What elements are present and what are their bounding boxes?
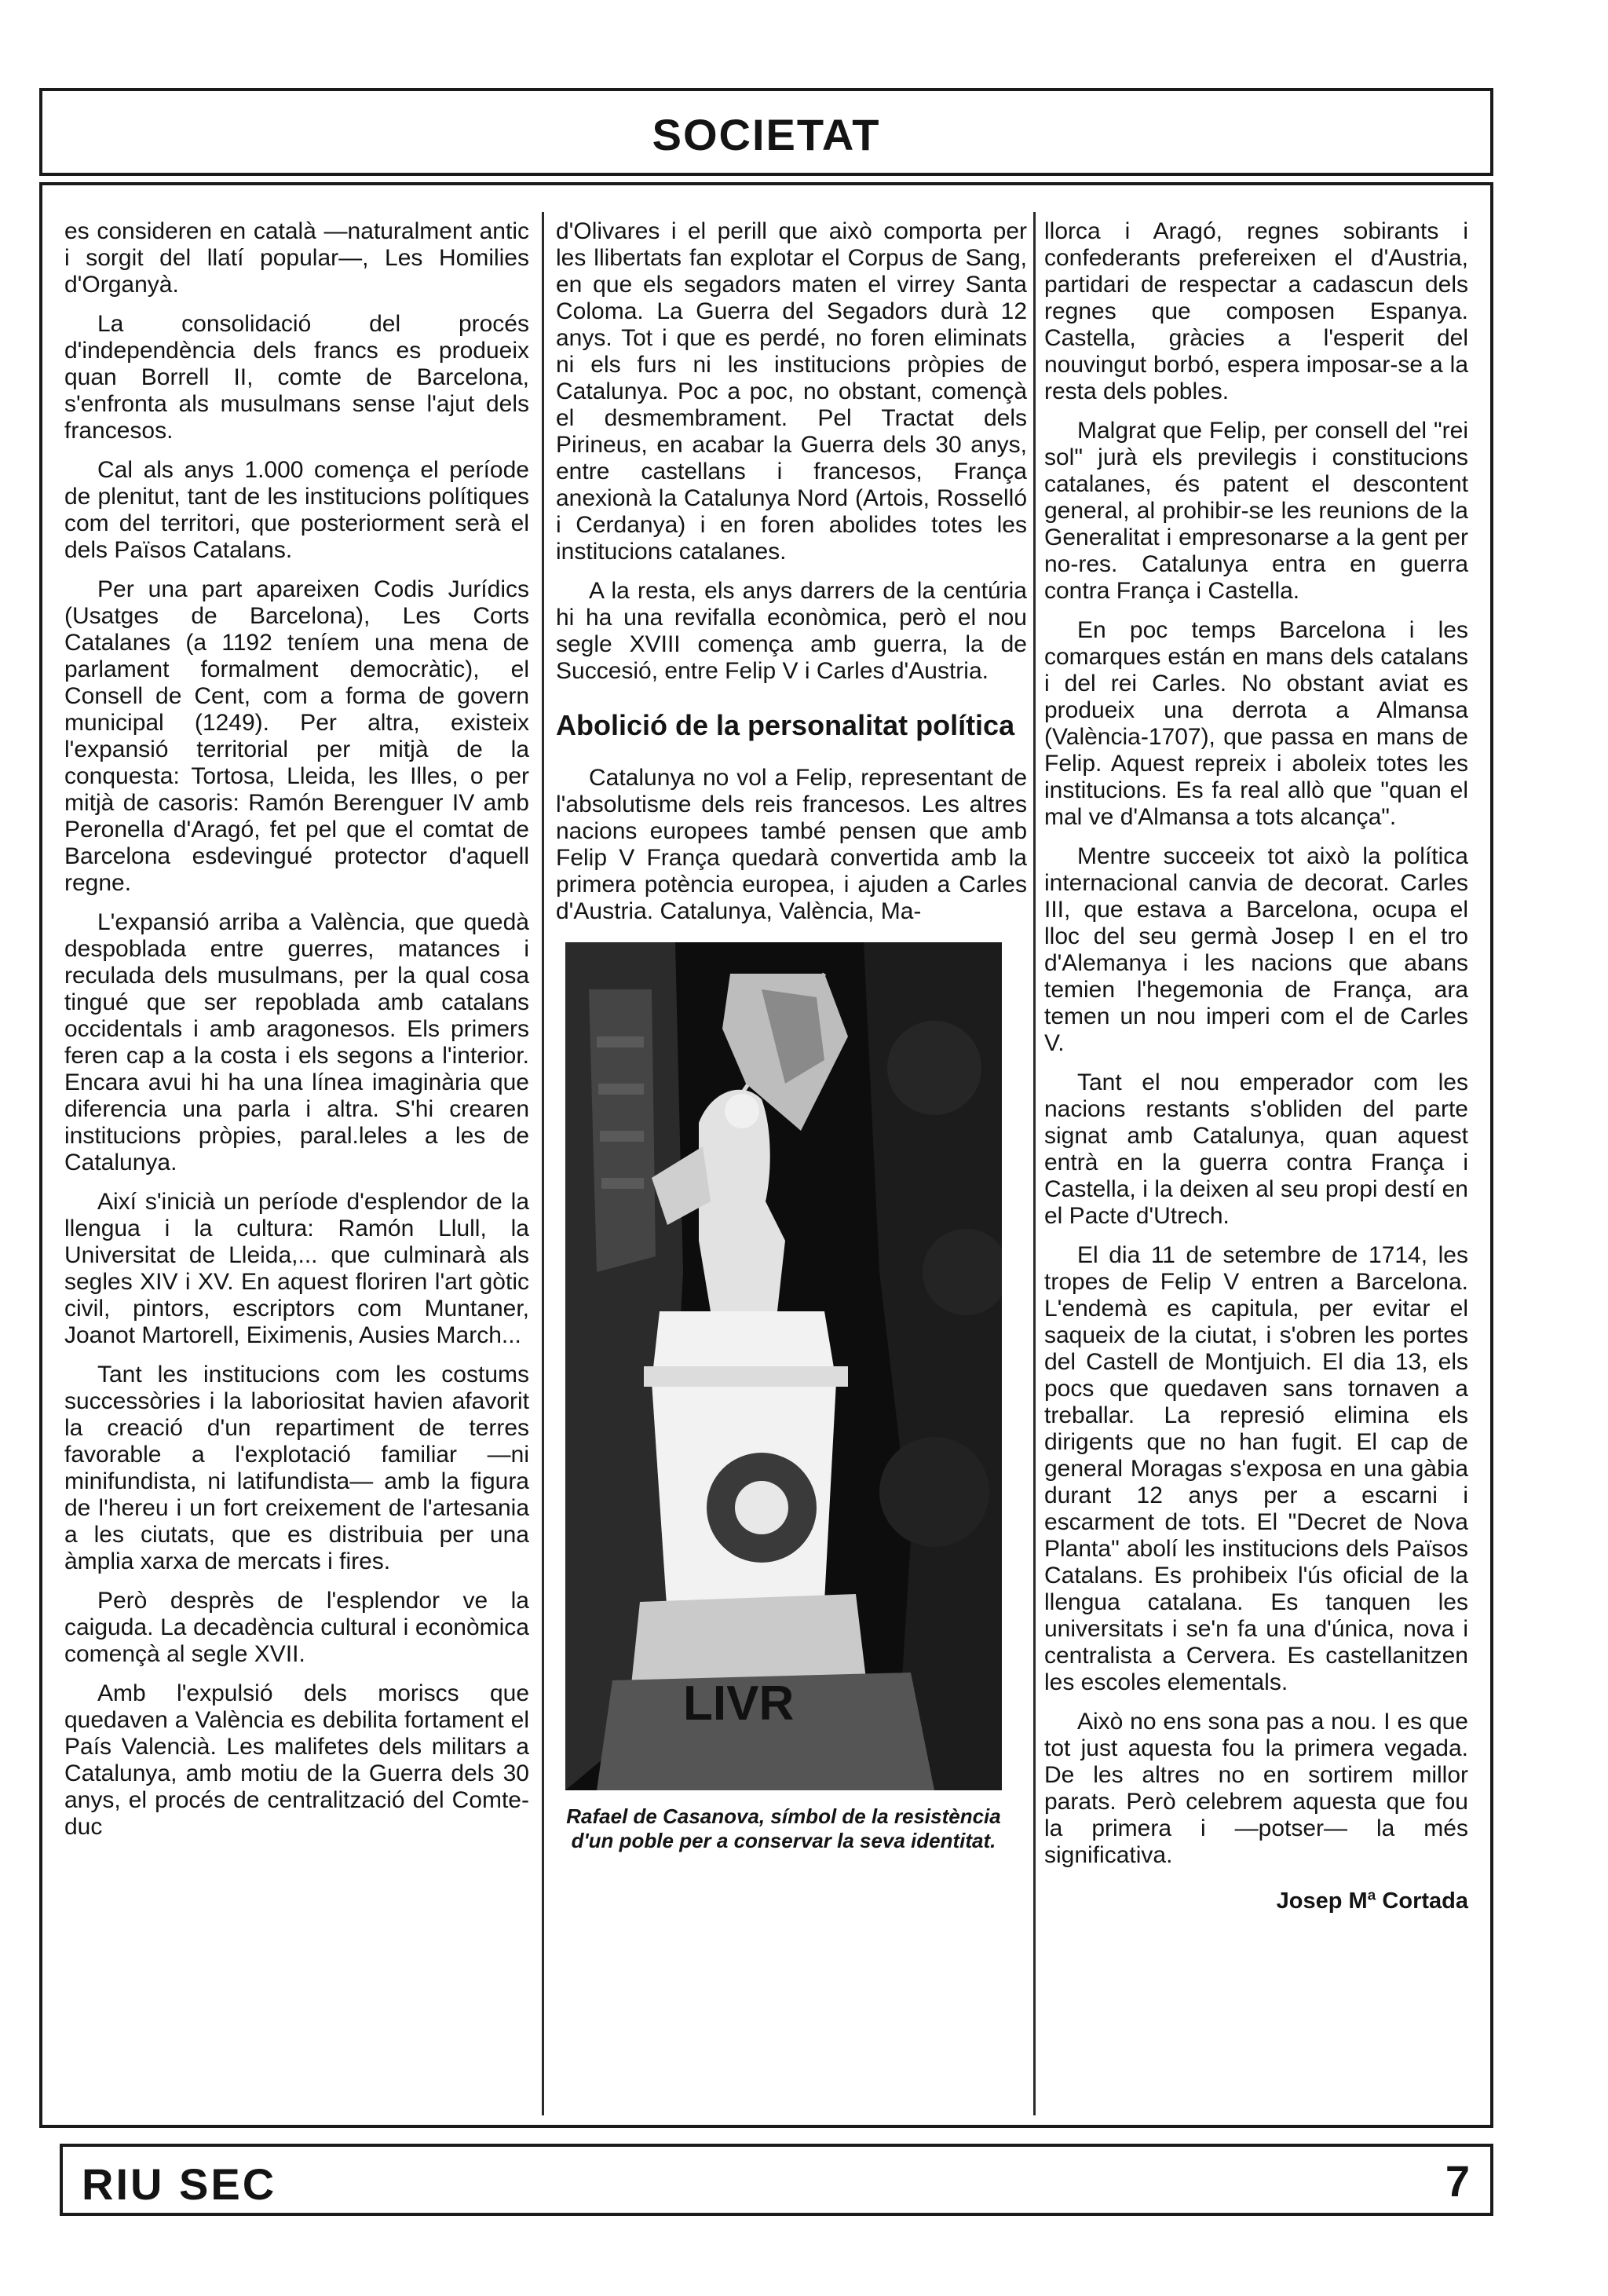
article-column-1 [64, 218, 529, 1853]
section-header [39, 88, 1493, 176]
statue-photo-illustration [565, 942, 1002, 1790]
article-column-2 [556, 218, 1027, 1853]
page-number: 7 [1445, 2156, 1470, 2206]
column-divider [542, 212, 544, 2115]
section-title: SOCIETAT [652, 110, 881, 159]
paragraph: d'Olivares i el perill que això comporta per les llibertats fan explotar el Corpus de Sang, en que els segadors maten el virrey Santa Coloma. La Guerra del Segadors durà 12 anys. Tot i que es perdé, no foren eliminats ni els furs ni les institucions pròpies de Catalunya. Poc a poc, no obstant, començà el desmembrament. Pel Tractat dels Pirineus, en acabar la Guerra dels 30 anys, entre castellans i francesos, França anexionà la Catalunya Nord (Artois, Rosselló i Cerdanya) i en foren abolides totes les institucions catalanes. [556, 218, 1027, 565]
paragraph: Catalunya no vol a Felip, representant de l'absolutisme dels reis francesos. Les altres nacions europees també pensen que amb Felip V França quedarà convertida amb la primera potència europea, i ajuden a Carles d'Austria. Catalunya, València, Ma- [556, 765, 1027, 924]
paragraph: Això no ens sona pas a nou. I es que tot just aquesta fou la primera vegada. De les altres no en sortirem millor parats. Però celebrem aquesta que fou la primera i —potser— la més significativa. [1044, 1709, 1468, 1868]
paragraph: llorca i Aragó, regnes sobirants i confederants prefereixen el d'Austria, partidari de respectar a cadascun dels regnes que composen Espanya. Castella, gràcies a l'esperit del nouvingut borbó, espera imposar-se a la resta dels pobles. [1044, 218, 1468, 404]
column-divider [1033, 212, 1036, 2115]
article-body [39, 182, 1493, 2128]
paragraph: El dia 11 de setembre de 1714, les tropes de Felip V entren a Barcelona. L'endemà es capitula, per evitar el saqueix de la ciutat, i s'obren les portes del Castell de Montjuich. El dia 13, els pocs que quedaven sans tornaven a treballar. La represió elimina els dirigents que no han fugit. El cap de general Moragas s'exposa en una gàbia durant 12 anys per a escarni i escarment de tots. El "Decret de Nova Planta" abolí les institucions dels Països Catalans. Es prohibeix l'ús oficial de la llengua catalana. Es tanquen les universitats i se'n fa una d'única, nova i centralista a Cervera. Es castellanitzen les escoles elementals. [1044, 1242, 1468, 1695]
statue-photo [565, 942, 1002, 1790]
page-footer [60, 2144, 1493, 2216]
article-author: Josep Mª Cortada [1276, 1888, 1468, 1914]
paragraph: Cal als anys 1.000 comença el període de plenitut, tant de les institucions polítiques com del territori, que posteriorment serà el dels Països Catalans. [64, 457, 529, 563]
paragraph: es consideren en català —naturalment antic i sorgit del llatí popular—, Les Homilies d'Organyà. [64, 218, 529, 298]
article-column-3 [1044, 218, 1468, 1914]
paragraph: Per una part apareixen Codis Jurídics (Usatges de Barcelona), Les Corts Catalanes (a 1192 teníem una mena de parlament formalment democràtic), el Consell de Cent, com a forma de govern municipal (1249). Per altra, existeix l'expansió territorial per mitjà de la conquesta: Tortosa, Lleida, les Illes, o per mitjà de casoris: Ramón Berenguer IV amb Peronella d'Aragó, fet pel que el comtat de Barcelona esdevingué protector d'aquell regne. [64, 576, 529, 896]
paragraph: Mentre succeeix tot això la política internacional canvia de decorat. Carles III, que estava a Barcelona, ocupa el lloc del seu germà Josep I en el tro d'Alemanya i les nacions que abans temien l'hegemonia de França, ara temen un nou imperi com el de Carles V. [1044, 843, 1468, 1056]
paragraph: A la resta, els anys darrers de la centúria hi ha una revifalla econòmica, però el nou segle XVIII comença amb guerra, la de Succesió, entre Felip V i Carles d'Austria. [556, 578, 1027, 684]
paragraph: Així s'inicià un període d'esplendor de la llengua i la cultura: Ramón Llull, la Universitat de Lleida,... que culminarà als segles XIV i XV. En aquest floriren l'art gòtic civil, pintors, escriptors com Muntaner, Joanot Martorell, Eiximenis, Ausies March... [64, 1189, 529, 1348]
paragraph: Però desprès de l'esplendor ve la caiguda. La decadència cultural i econòmica començà al segle XVII. [64, 1588, 529, 1667]
publication-name: RIU SEC [82, 2159, 277, 2209]
paragraph: Malgrat que Felip, per consell del "rei sol" jurà els previlegis i constitucions catalanes, és patent el descontent general, al prohibir-se les reunions de la Generalitat i empresonarse a la gent per no-res. Catalunya entra en guerra contra França i Castella. [1044, 418, 1468, 604]
paragraph: La consolidació del procés d'independència dels francs es produeix quan Borrell II, comte de Barcelona, s'enfronta als musulmans sense l'ajut dels francesos. [64, 311, 529, 444]
section-subheading: Abolició de la personalitat política [556, 709, 1015, 741]
paragraph: Tant les institucions com les costums successòries i la laboriositat havien afavorit la creació d'un repartiment de terres favorable a l'explotació familiar —ni minifundista, ni latifundista— amb la figura de l'hereu i un fort creixement de l'artesania a les ciutats, que es distribuia per una àmplia xarxa de mercats i fires. [64, 1362, 529, 1574]
svg-text:LIVR: LIVR [683, 1676, 795, 1731]
paragraph: Amb l'expulsió dels moriscs que quedaven a València es debilita fortament el País Valencià. Les malifetes dels militars a Catalunya, amb motiu de la Guerra dels 30 anys, el procés de centralització del Comte-duc [64, 1680, 529, 1840]
photo-caption: Rafael de Casanova, símbol de la resistència d'un poble per a conservar la seva identitat. [566, 1804, 1001, 1852]
paragraph: En poc temps Barcelona i les comarques están en mans dels catalans i del rei Carles. No obstant aviat es produeix una derrota a Almansa (València-1707), que passa en mans de Felip. Aquest repreix i aboleix totes les institucions. Es fa real allò que "quan el mal ve d'Almansa a tots alcança". [1044, 617, 1468, 830]
paragraph: L'expansió arriba a València, que quedà despoblada entre guerres, matances i reculada dels musulmans, per la qual cosa tingué que ser repoblada amb catalans occidentals i amb aragonesos. Els primers feren cap a la costa i els segons a l'interior. Encara avui hi ha una línea imaginària que diferencia una parla i altra. S'hi crearen institucions pròpies, paral.leles a les de Catalunya. [64, 909, 529, 1175]
paragraph: Tant el nou emperador com les nacions restants s'obliden del parte signat amb Catalunya, quan aquest entrà en la guerra contra França i Castella, i la deixen al seu propi destí en el Pacte d'Utrech. [1044, 1069, 1468, 1229]
